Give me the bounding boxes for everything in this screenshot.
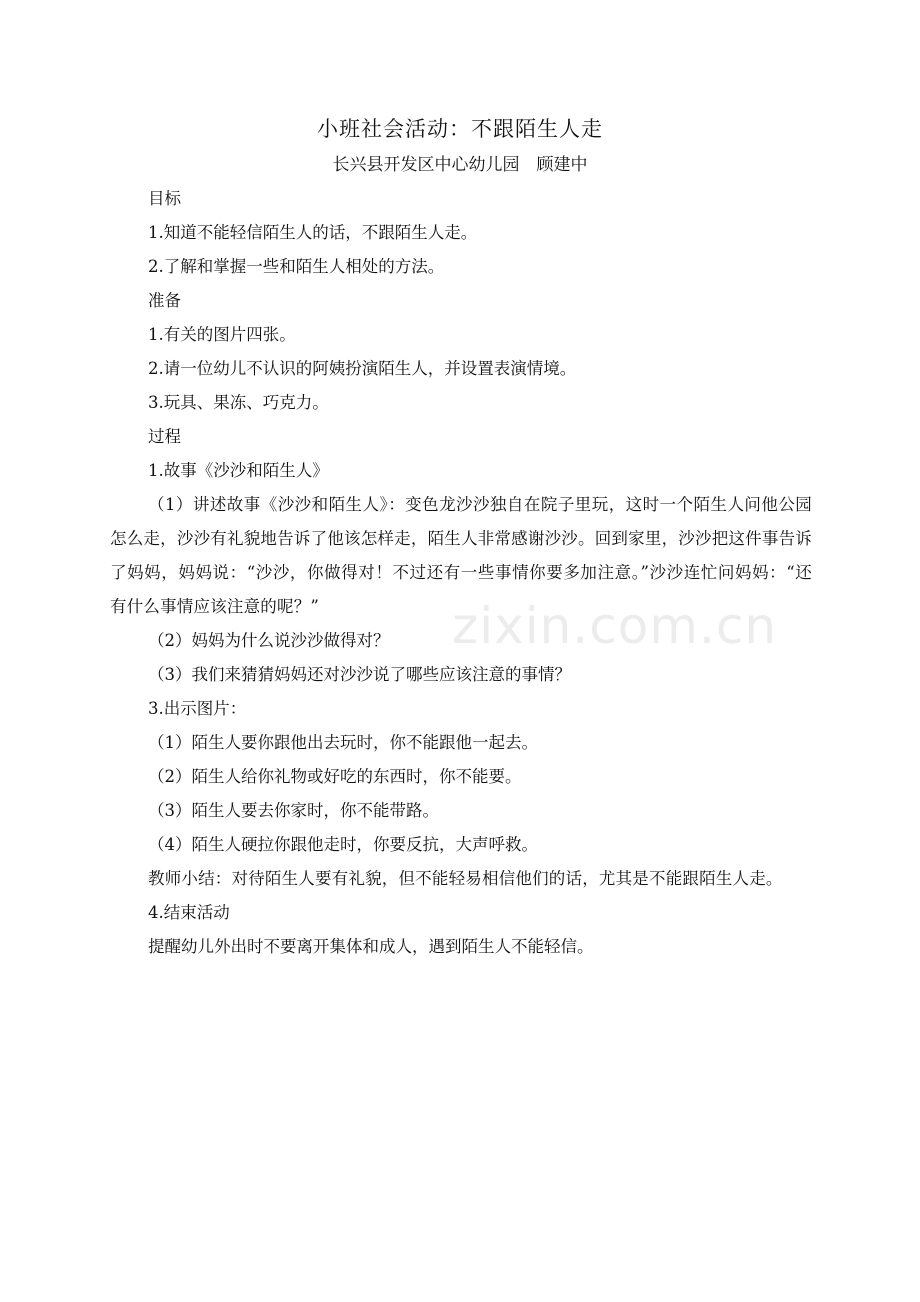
picture-item: （1）陌生人要你跟他出去玩时，你不能跟他一起去。 (148, 733, 538, 752)
story-paragraph: （1）讲述故事《沙沙和陌生人》：变色龙沙沙独自在院子里玩，这时一个陌生人问他公园怎么走，沙沙有礼貌地告诉了他该怎样走，陌生人非常感谢沙沙。回到家里，沙沙把这件事告诉了妈妈，妈妈说：“沙沙，你做得对！不过还有一些事情你要多加注意。”沙沙连忙问妈妈：“还有什么事情应该注意的呢？” (110, 495, 812, 616)
step-heading: 3.出示图片： (148, 699, 247, 718)
step-heading: 4.结束活动 (148, 903, 230, 922)
picture-item: （2）陌生人给你礼物或好吃的东西时，你不能要。 (148, 767, 522, 786)
goal-heading: 目标 (148, 189, 181, 208)
goal-item: 1.知道不能轻信陌生人的话，不跟陌生人走。 (148, 223, 478, 242)
prep-item: 2.请一位幼儿不认识的阿姨扮演陌生人，并设置表演情境。 (148, 359, 577, 378)
story-question: （2）妈妈为什么说沙沙做得对？ (148, 631, 390, 650)
picture-item: （3）陌生人要去你家时，你不能带路。 (148, 801, 439, 820)
picture-item: （4）陌生人硬拉你跟他走时，你要反抗，大声呼救。 (148, 835, 538, 854)
document-body (110, 182, 812, 964)
teacher-summary: 教师小结：对待陌生人要有礼貌，但不能轻易相信他们的话，尤其是不能跟陌生人走。 (148, 869, 783, 888)
document-title: 小班社会活动：不跟陌生人走 (317, 117, 603, 141)
document-author: 长兴县开发区中心幼儿园 顾建中 (332, 155, 588, 175)
prep-item: 1.有关的图片四张。 (148, 325, 296, 344)
watermark: zixin.com.cn (452, 597, 778, 655)
closing-text: 提醒幼儿外出时不要离开集体和成人，遇到陌生人不能轻信。 (148, 937, 594, 956)
prep-item: 3.玩具、果冻、巧克力。 (148, 393, 329, 412)
goal-item: 2.了解和掌握一些和陌生人相处的方法。 (148, 257, 445, 276)
process-heading: 过程 (148, 427, 181, 446)
prep-heading: 准备 (148, 291, 181, 310)
story-question: （3）我们来猜猜妈妈还对沙沙说了哪些应该注意的事情？ (148, 665, 571, 684)
step-heading: 1.故事《沙沙和陌生人》 (148, 461, 329, 480)
